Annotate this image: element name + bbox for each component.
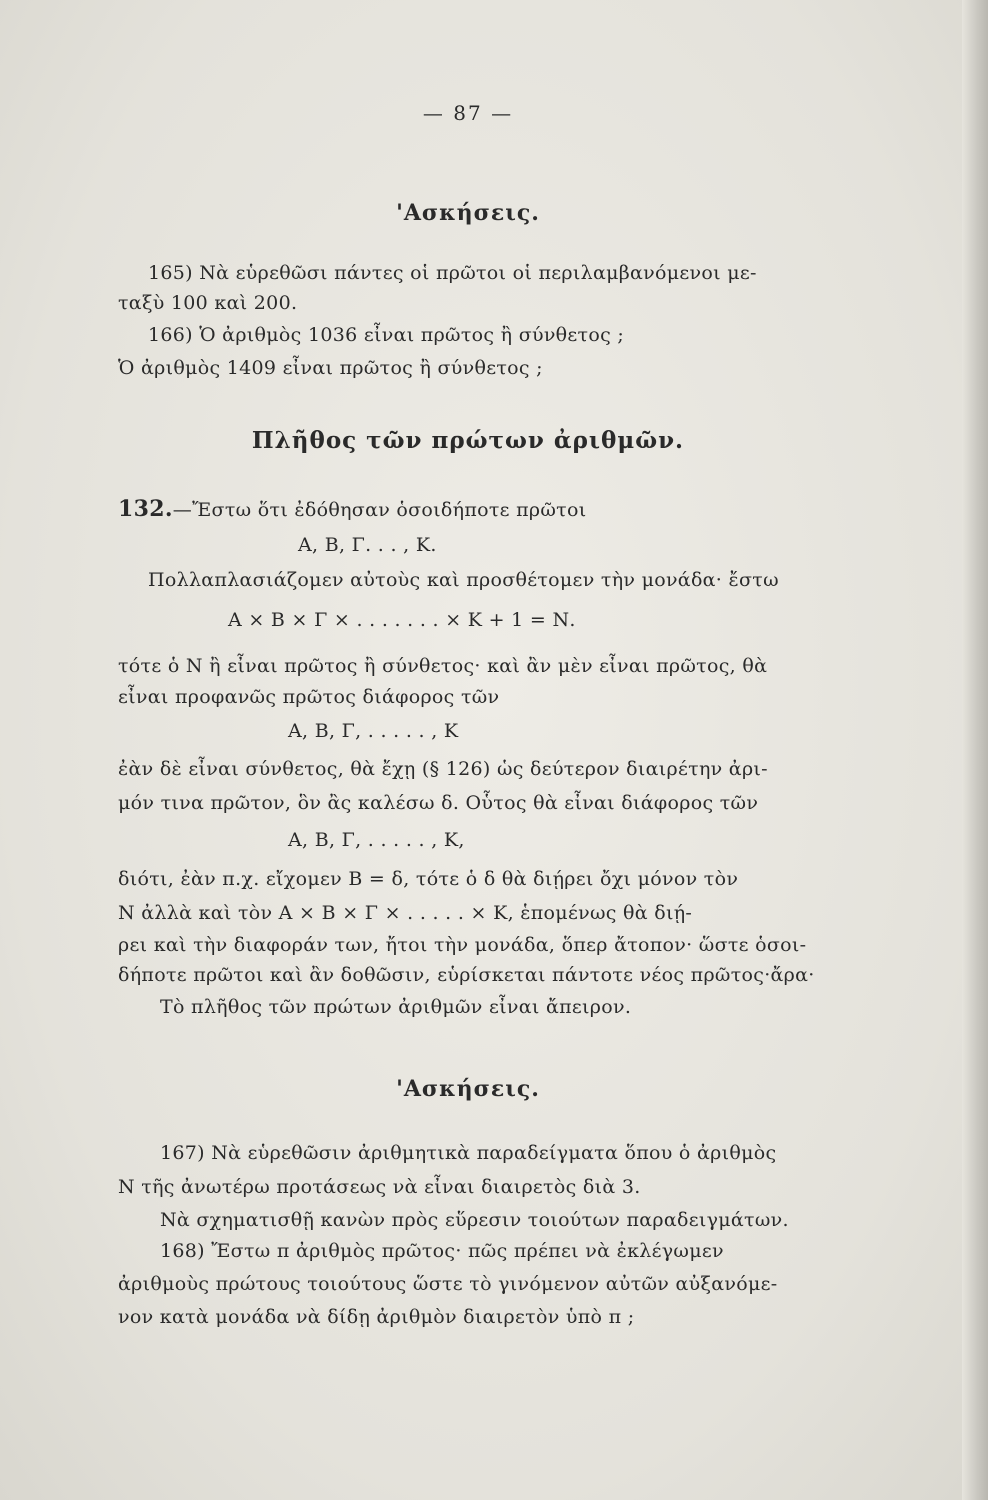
exercise-165-line-2: ταξὺ 100 καὶ 200. xyxy=(118,292,298,314)
exercise-165-line-1: 165) Νὰ εὑρεθῶσι πάντες οἱ πρῶτοι οἱ περιλαμβανόμενοι με- xyxy=(148,262,757,284)
paragraph-intro-text: —Ἔστω ὅτι ἐδόθησαν ὁσοιδήποτε πρῶτοι xyxy=(172,499,587,521)
line-conclusion: Τὸ πλῆθος τῶν πρώτων ἀριθμῶν εἶναι ἄπειρον. xyxy=(160,996,632,1018)
formula-4: Α, Β, Γ, . . . . . , Κ, xyxy=(288,829,465,851)
line-composite-1: ἐὰν δὲ εἶναι σύνθετος, θὰ ἔχῃ (§ 126) ὡς δεύτερον διαιρέτην ἀρι- xyxy=(118,758,768,780)
exercise-168-line-3: νον κατὰ μονάδα νὰ δίδῃ ἀριθμὸν διαιρετὸν ὑπὸ π ; xyxy=(118,1306,635,1328)
exercise-167-line-2: Ν τῆς ἀνωτέρω προτάσεως νὰ εἶναι διαιρετὸς διὰ 3. xyxy=(118,1176,641,1198)
exercise-166-line-1: 166) Ὁ ἀριθμὸς 1036 εἶναι πρῶτος ἢ σύνθετος ; xyxy=(148,324,625,346)
heading-exercises-2: 'Ασκήσεις. xyxy=(396,1076,540,1102)
line-because-2: Ν ἀλλὰ καὶ τὸν Α × Β × Γ × . . . . . × Κ, ἑπομένως θὰ διῄ- xyxy=(118,902,693,924)
heading-exercises-1: 'Ασκήσεις. xyxy=(396,200,540,226)
paragraph-number: 132. xyxy=(118,496,173,522)
line-because-3: ρει καὶ τὴν διαφοράν των, ἤτοι τὴν μονάδα, ὅπερ ἄτοπον· ὥστε ὁσοι- xyxy=(118,934,807,956)
formula-1: Α, Β, Γ. . . , Κ. xyxy=(298,534,437,556)
section-title: Πλῆθος τῶν πρώτων ἀριθμῶν. xyxy=(251,427,685,454)
line-because-4: δήποτε πρῶτοι καὶ ἂν δοθῶσιν, εὑρίσκεται πάντοτε νέος πρῶτος·ἄρα· xyxy=(118,964,815,986)
exercise-168-line-1: 168) Ἔστω π ἀριθμὸς πρῶτος· πῶς πρέπει νὰ ἐκλέγωμεν xyxy=(160,1240,724,1262)
formula-3: Α, Β, Γ, . . . . . , Κ xyxy=(288,720,459,742)
exercise-167-line-3: Νὰ σχηματισθῇ κανὼν πρὸς εὕρεσιν τοιούτων παραδειγμάτων. xyxy=(160,1209,789,1231)
exercise-166-line-2: Ὁ ἀριθμὸς 1409 εἶναι πρῶτος ἢ σύνθετος ; xyxy=(118,357,543,379)
paragraph-132-intro xyxy=(118,496,818,523)
line-then-2: εἶναι προφανῶς πρῶτος διάφορος τῶν xyxy=(118,686,500,708)
exercise-168-line-2: ἀριθμοὺς πρώτους τοιούτους ὥστε τὸ γινόμενον αὐτῶν αὐξανόμε- xyxy=(118,1273,778,1295)
formula-2: Α × Β × Γ × . . . . . . . × Κ + 1 = Ν. xyxy=(228,609,576,631)
line-because-1: διότι, ἐὰν π.χ. εἴχομεν Β = δ, τότε ὁ δ θὰ διῄρει ὄχι μόνον τὸν xyxy=(118,868,739,890)
line-composite-2: μόν τινα πρῶτον, ὃν ἂς καλέσω δ. Οὗτος θὰ εἶναι διάφορος τῶν xyxy=(118,792,759,814)
exercise-167-line-1: 167) Νὰ εὑρεθῶσιν ἀριθμητικὰ παραδείγματα ὅπου ὁ ἀριθμὸς xyxy=(160,1142,777,1164)
line-multiply: Πολλαπλασιάζομεν αὐτοὺς καὶ προσθέτομεν τὴν μονάδα· ἔστω xyxy=(148,569,779,591)
page-spine-shadow xyxy=(962,0,988,1500)
page-number: — 87 — xyxy=(422,101,514,125)
line-then-1: τότε ὁ Ν ἢ εἶναι πρῶτος ἢ σύνθετος· καὶ ἂν μὲν εἶναι πρῶτος, θὰ xyxy=(118,655,768,677)
